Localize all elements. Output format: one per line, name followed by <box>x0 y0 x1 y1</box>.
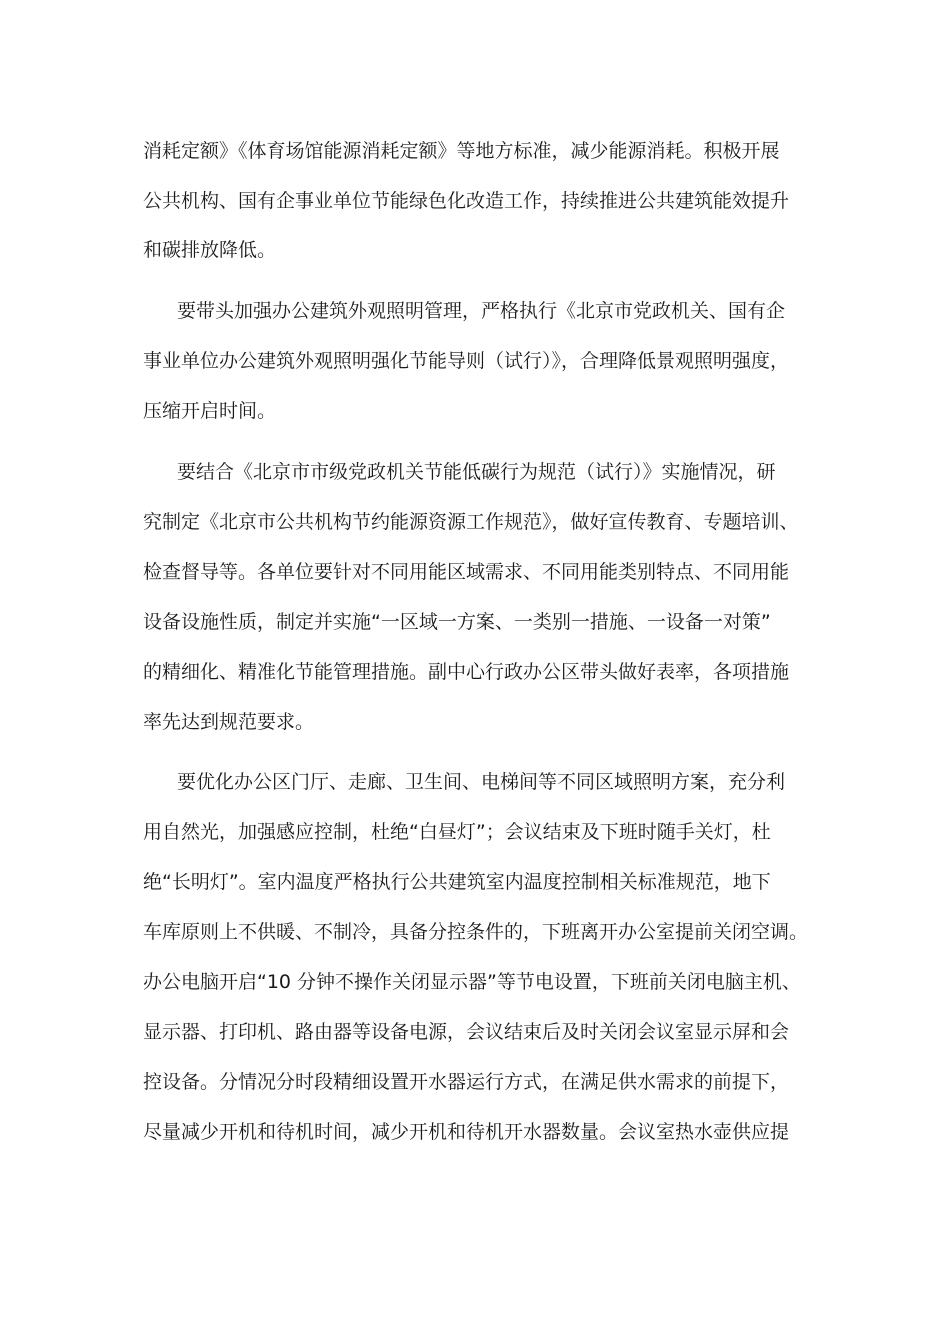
text-line: 控设备。分情况分时段精细设置开水器运行方式，在满足供水需求的前提下， <box>143 1071 790 1093</box>
text-line: 显示器、打印机、路由器等设备电源，会议结束后及时关闭会议室显示屏和会 <box>143 1021 790 1043</box>
text-line: 车库原则上不供暖、不制冷，具备分控条件的，下班离开办公室提前关闭空调。 <box>143 921 809 943</box>
paragraph-first-line: 要结合《北京市市级党政机关节能低碳行为规范（试行）》实施情况，研 <box>177 461 776 483</box>
text-line: 公共机构、国有企事业单位节能绿色化改造工作，持续推进公共建筑能效提升 <box>143 190 790 212</box>
paragraph-first-line: 要优化办公区门厅、走廊、卫生间、电梯间等不同区域照明方案，充分利 <box>177 771 786 793</box>
text-line: 绝“长明灯”。室内温度严格执行公共建筑室内温度控制相关标准规范，地下 <box>143 871 771 893</box>
text-line: 事业单位办公建筑外观照明强化节能导则（试行）》，合理降低景观照明强度， <box>143 350 790 372</box>
text-line: 率先达到规范要求。 <box>143 711 315 733</box>
text-line: 检查督导等。各单位要针对不同用能区域需求、不同用能类别特点、不同用能 <box>143 561 790 583</box>
text-line: 尽量减少开机和待机时间，减少开机和待机开水器数量。会议室热水壶供应提 <box>143 1121 790 1143</box>
text-line: 办公电脑开启“10 分钟不操作关闭显示器”等节电设置，下班前关闭电脑主机、 <box>143 971 801 993</box>
text-line: 和碳排放降低。 <box>143 239 277 261</box>
text-line: 究制定《北京市公共机构节约能源资源工作规范》，做好宣传教育、专题培训、 <box>143 511 799 533</box>
text-line: 用自然光，加强感应控制，杜绝“白昼灯”；会议结束及下班时随手关灯，杜 <box>143 821 771 843</box>
text-line: 的精细化、精准化节能管理措施。副中心行政办公区带头做好表率，各项措施 <box>143 661 790 683</box>
text-line: 压缩开启时间。 <box>143 400 277 422</box>
paragraph-first-line: 要带头加强办公建筑外观照明管理，严格执行《北京市党政机关、国有企 <box>177 300 786 322</box>
text-line: 设备设施性质，制定并实施“一区域一方案、一类别一措施、一设备一对策” <box>143 611 771 633</box>
text-line: 消耗定额》《体育场馆能源消耗定额》等地方标准，减少能源消耗。积极开展 <box>143 140 780 162</box>
